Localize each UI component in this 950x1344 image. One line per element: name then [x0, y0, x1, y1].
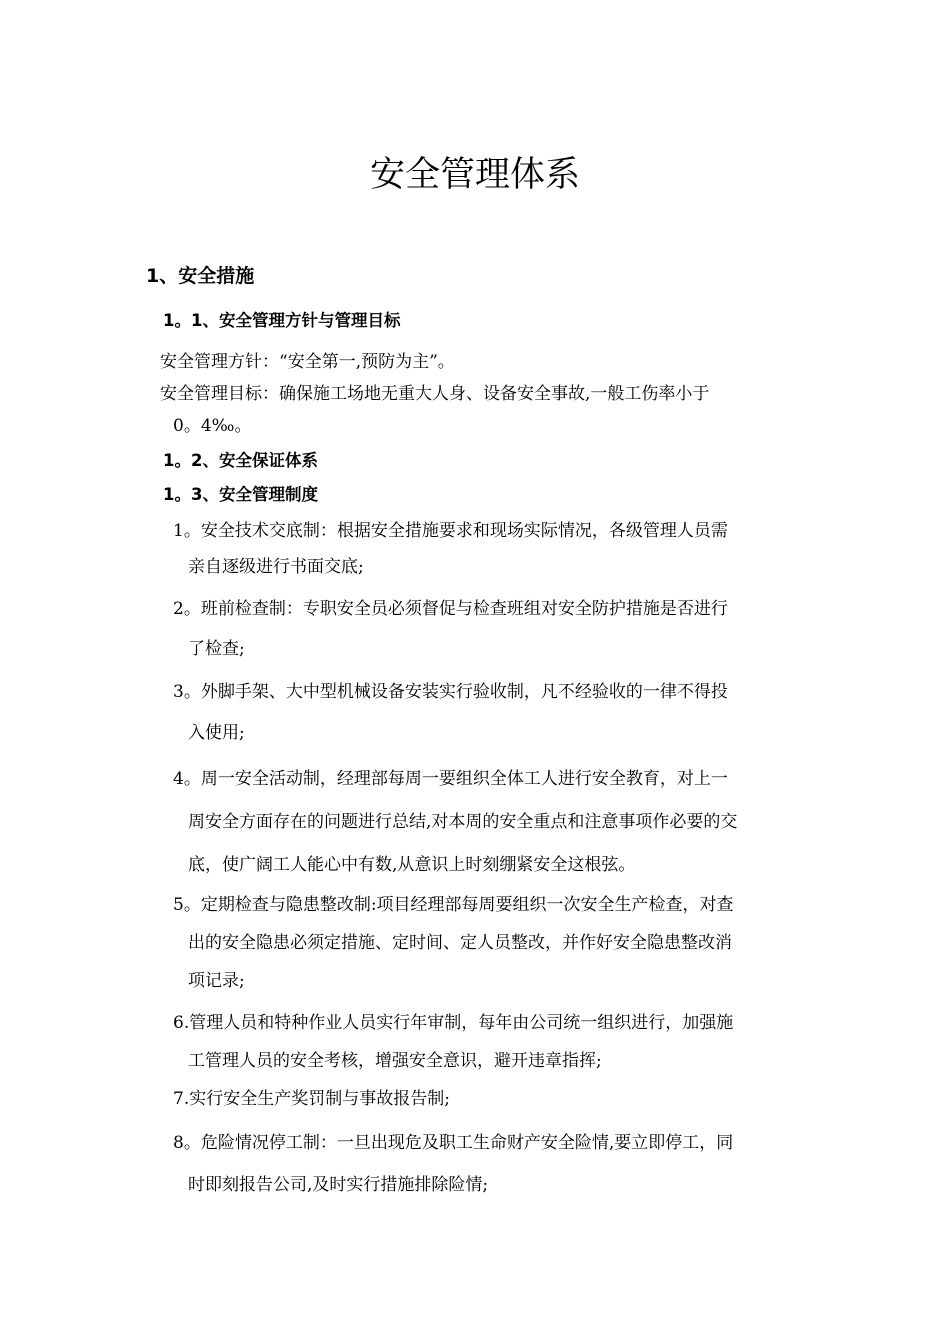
list-item-line: 入使用; — [188, 723, 245, 743]
list-item-line: 了检查; — [188, 639, 245, 659]
subsection-heading-1-2: 1。2、安全保证体系 — [163, 451, 318, 470]
list-item — [173, 513, 728, 585]
list-item-line: 5。定期检查与隐患整改制:项目经理部每周要组织一次安全生产检查，对查 — [173, 895, 734, 915]
policy-paragraph: 安全管理方针：“安全第一,预防为主”。 — [160, 352, 455, 372]
list-item — [173, 886, 734, 1000]
list-item-line: 6.管理人员和特种作业人员实行年审制，每年由公司统一组织进行，加强施 — [173, 1013, 734, 1033]
document-title: 安全管理体系 — [369, 155, 580, 195]
list-item — [173, 672, 728, 754]
subsection-heading-1-1: 1。1、安全管理方针与管理目标 — [163, 311, 401, 330]
list-item — [173, 1004, 733, 1080]
subsection-heading-1-3: 1。3、安全管理制度 — [163, 485, 318, 504]
list-item-line: 时即刻报告公司,及时实行措施排除险情; — [188, 1175, 489, 1195]
list-item — [173, 589, 728, 669]
list-item-line: 亲自逐级进行书面交底; — [188, 557, 364, 577]
list-item-line: 2。班前检查制：专职安全员必须督促与检查班组对安全防护措施是否进行 — [173, 599, 728, 619]
list-item-line: 出的安全隐患必须定措施、定时间、定人员整改，并作好安全隐患整改消 — [188, 933, 732, 953]
section-heading-safety-measures: 1、安全措施 — [146, 265, 255, 287]
list-item-line: 7.实行安全生产奖罚制与事故报告制; — [173, 1089, 450, 1109]
list-item-line: 3。外脚手架、大中型机械设备安装实行验收制，凡不经验收的一律不得投 — [173, 682, 728, 702]
list-item — [173, 1122, 733, 1206]
list-item-line: 4。周一安全活动制，经理部每周一要组织全体工人进行安全教育，对上一 — [173, 769, 728, 789]
goal-paragraph-line-2: 0。4‰。 — [173, 416, 252, 436]
list-item — [173, 758, 737, 887]
goal-paragraph-line-1: 安全管理目标：确保施工场地无重大人身、设备安全事故,一般工伤率小于 — [160, 384, 710, 404]
list-item-line: 周安全方面存在的问题进行总结,对本周的安全重点和注意事项作必要的交 — [188, 812, 738, 832]
list-item-line: 8。危险情况停工制：一旦出现危及职工生命财产安全险情,要立即停工，同 — [173, 1133, 734, 1153]
list-item — [173, 1082, 450, 1116]
list-item-line: 项记录; — [188, 971, 245, 991]
list-item-line: 工管理人员的安全考核，增强安全意识，避开违章指挥; — [188, 1051, 602, 1071]
list-item-line: 1。安全技术交底制：根据安全措施要求和现场实际情况，各级管理人员需 — [173, 521, 728, 541]
list-item-line: 底，使广阔工人能心中有数,从意识上时刻绷紧安全这根弦。 — [188, 855, 636, 875]
